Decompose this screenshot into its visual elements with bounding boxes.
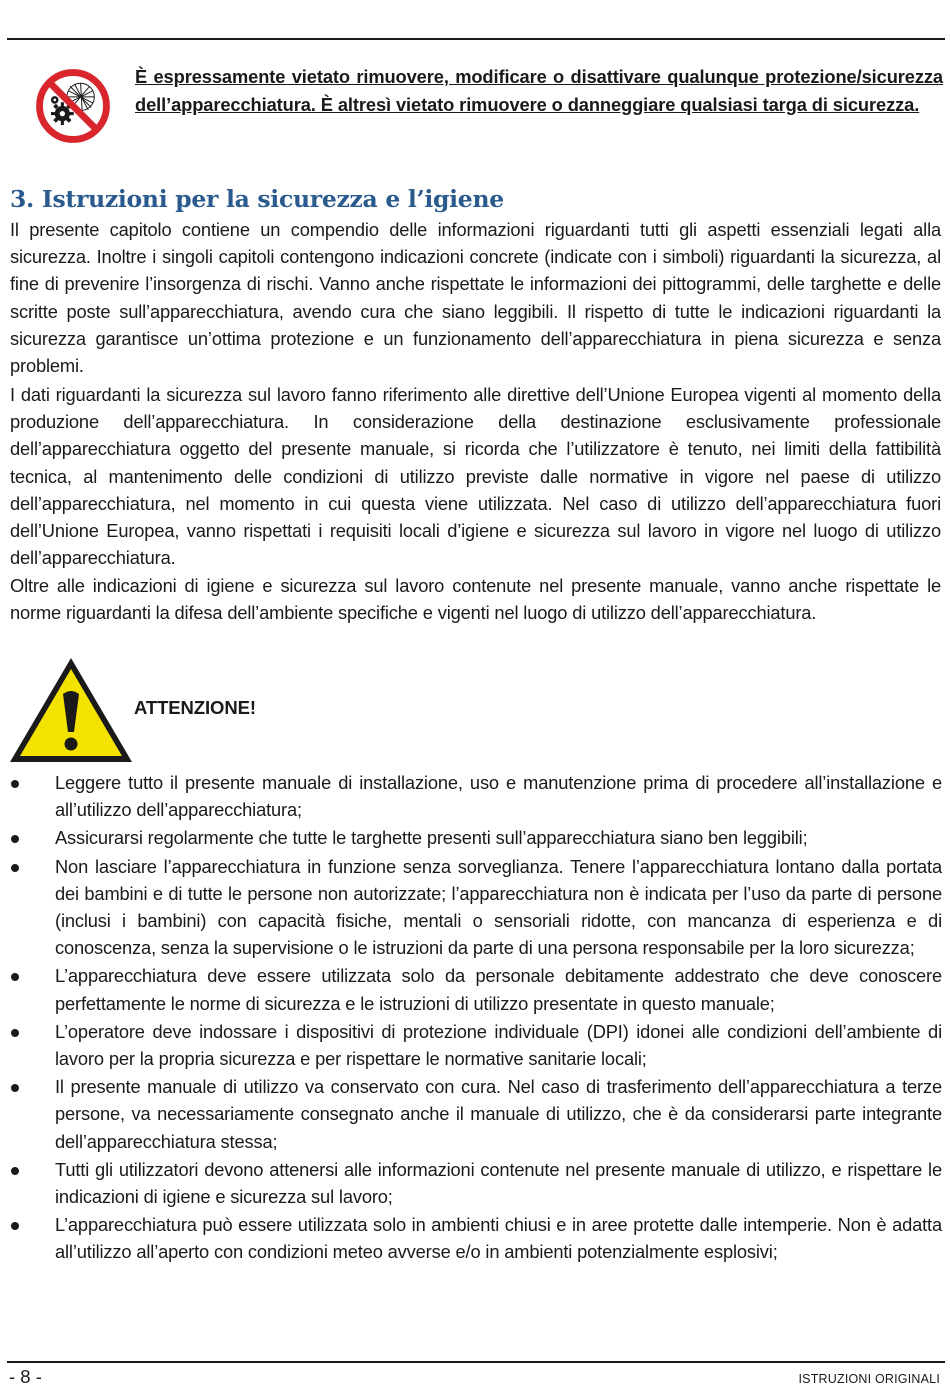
list-item bbox=[7, 824, 942, 851]
list-item bbox=[7, 853, 942, 962]
bullet-icon bbox=[11, 1029, 19, 1037]
bullet-icon bbox=[11, 1084, 19, 1092]
list-item-text: Il presente manuale di utilizzo va conservato con cura. Nel caso di trasferimento dell’apparecchiatura a terze persone, va necessariamente consegnato anche il manuale di utilizzo, che è da considerarsi parte integrante dell’apparecchiatura stessa; bbox=[55, 1076, 942, 1152]
page-number: - 8 - bbox=[9, 1366, 42, 1387]
section-paragraph-1: Il presente capitolo contiene un compendio delle informazioni riguardanti tutti gli aspetti essenziali legati alla sicurezza. Inoltre i singoli capitoli contengono indicazioni concrete (indicate con i simboli) riguardanti la sicurezza, al fine di prevenire l’insorgenza di rischi. Vanno anche rispettate le informazioni dei pittogrammi, delle targhette e delle scritte poste sull’apparecchiatura, avendo cura che siano leggibili. Il rispetto di tutte le indicazioni riguardanti la sicurezza garantisce un’ottima protezione e un funzionamento dell’apparecchiatura in piena sicurezza e senza problemi. bbox=[10, 219, 941, 377]
bullet-icon bbox=[11, 973, 19, 981]
list-item-text: Tutti gli utilizzatori devono attenersi alle informazioni contenute nel presente manuale di utilizzo, e rispettare le indicazioni di igiene e sicurezza sul lavoro; bbox=[55, 1158, 942, 1208]
list-item-text: Assicurarsi regolarmente che tutte le targhette presenti sull’apparecchiatura siano ben leggibili; bbox=[55, 827, 808, 849]
section-paragraph-2: I dati riguardanti la sicurezza sul lavoro fanno riferimento alle direttive dell’Unione Europea vigenti al momento della produzione dell’apparecchiatura. In considerazione della destinazione esclusivamente professionale dell’apparecchiatura oggetto del presente manuale, si ricorda che l’utilizzatore è tenuto, nei limiti della fattibilità tecnica, al mantenimento delle condizioni di utilizzo previste dalle normative in vigore nel paese di utilizzo dell’apparecchiatura, nel momento in cui questa viene utilizzata. Nel caso di utilizzo dell’apparecchiatura fuori dell’Unione Europea, vanno rispettati i requisiti locali d’igiene e sicurezza sul lavoro in vigore nel luogo di utilizzo dell’apparecchiatura. bbox=[10, 384, 941, 569]
prohibition-text: È espressamente vietato rimuovere, modificare o disattivare qualunque protezione/sicurezza dell’apparecchiatura. È altresì vietato rimuovere o danneggiare qualsiasi targa di sicurezza. bbox=[135, 66, 943, 115]
list-item bbox=[7, 769, 942, 823]
footer-rule bbox=[7, 1361, 945, 1363]
footer-label: ISTRUZIONI ORIGINALI bbox=[798, 1372, 940, 1386]
bullet-icon bbox=[11, 1222, 19, 1230]
bullet-icon bbox=[11, 864, 19, 872]
prohibition-notice bbox=[7, 62, 945, 152]
list-item-text: L’apparecchiatura può essere utilizzata solo in ambienti chiusi e in aree protette dalle intemperie. Non è adatta all’utilizzo all’aperto con condizioni meteo avverse e/o in ambienti potenzialmente esplosivi; bbox=[55, 1214, 942, 1263]
bullet-icon bbox=[11, 780, 19, 788]
list-item bbox=[7, 1073, 942, 1155]
list-item-text: Leggere tutto il presente manuale di installazione, uso e manutenzione prima di procedere all’installazione e all’utilizzo dell’apparecchiatura; bbox=[55, 772, 942, 821]
list-item-text: L’operatore deve indossare i dispositivi di protezione individuale (DPI) idonei alle condizioni dell’ambiente di lavoro per la propria sicurezza e per rispettare le normative sanitarie locali; bbox=[55, 1020, 942, 1070]
caution-label: ATTENZIONE! bbox=[134, 697, 256, 718]
safety-bullet-list bbox=[7, 769, 942, 1267]
list-item bbox=[7, 1211, 942, 1265]
header-rule bbox=[7, 38, 945, 40]
list-item-text: Non lasciare l’apparecchiatura in funzione senza sorveglianza. Tenere l’apparecchiatura lontano dalla portata dei bambini e di tutte le persone non autorizzate; l’apparecchiatura non è indicata per l’uso da parte di persone (inclusi i bambini) con capacità fisiche, mentali o sensoriali ridotte, con mancanza di esperienza e di conoscenza, senza la supervisione o le istruzioni da parte di una persona responsabile per la loro sicurezza; bbox=[55, 855, 942, 959]
section-title: 3. Istruzioni per la sicurezza e l’igiene bbox=[10, 185, 504, 213]
list-item bbox=[7, 1156, 942, 1210]
list-item-text: L’apparecchiatura deve essere utilizzata solo da personale debitamente addestrato che deve conoscere perfettamente le norme di sicurezza e le istruzioni di utilizzo presentate in questo manuale; bbox=[55, 965, 942, 1014]
list-item bbox=[7, 1018, 942, 1072]
no-tampering-guard-icon bbox=[35, 68, 111, 144]
bullet-icon bbox=[11, 1167, 19, 1175]
section-paragraph-3: Oltre alle indicazioni di igiene e sicurezza sul lavoro contenute nel presente manuale, vanno anche rispettate le norme riguardanti la difesa dell’ambiente specifiche e vigenti nel luogo di utilizzo dell’apparecchiatura. bbox=[10, 575, 941, 624]
warning-triangle-icon bbox=[8, 656, 134, 764]
bullet-icon bbox=[11, 835, 19, 843]
list-item bbox=[7, 962, 942, 1016]
